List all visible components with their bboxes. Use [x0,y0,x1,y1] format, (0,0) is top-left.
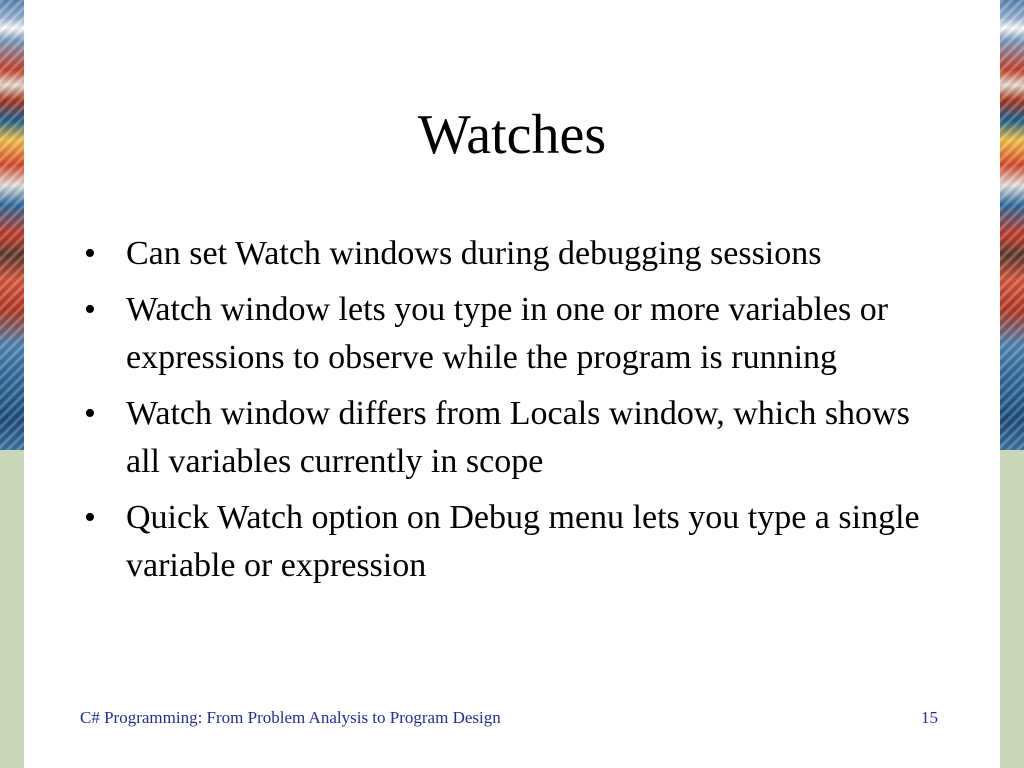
bullet-item-2 [84,286,934,382]
bullet-item-1 [84,230,934,278]
bullet-text-1: Can set Watch windows during debugging sessions [126,235,822,272]
left-strip-lower-band [0,450,24,768]
bullet-icon: • [84,291,96,328]
bullet-icon: • [84,499,96,536]
bullet-text-4: Quick Watch option on Debug menu lets you type a single variable or expression [126,499,920,584]
bullet-icon: • [84,235,96,272]
bullet-text-3: Watch window differs from Locals window, which shows all variables currently in scope [126,395,910,480]
left-strip-photo [0,0,24,450]
bullet-item-4 [84,494,934,590]
right-strip-photo [1000,0,1024,450]
bullet-list [84,230,934,598]
footer-course-title: C# Programming: From Problem Analysis to Program Design [80,708,501,727]
slide-title: Watches [417,104,607,166]
bullet-icon: • [84,395,96,432]
bullet-text-2: Watch window lets you type in one or more variables or expressions to observe while the program is running [126,291,889,376]
right-strip-lower-band [1000,450,1024,768]
footer-page-number: 15 [921,708,938,727]
bullet-item-3 [84,390,934,486]
